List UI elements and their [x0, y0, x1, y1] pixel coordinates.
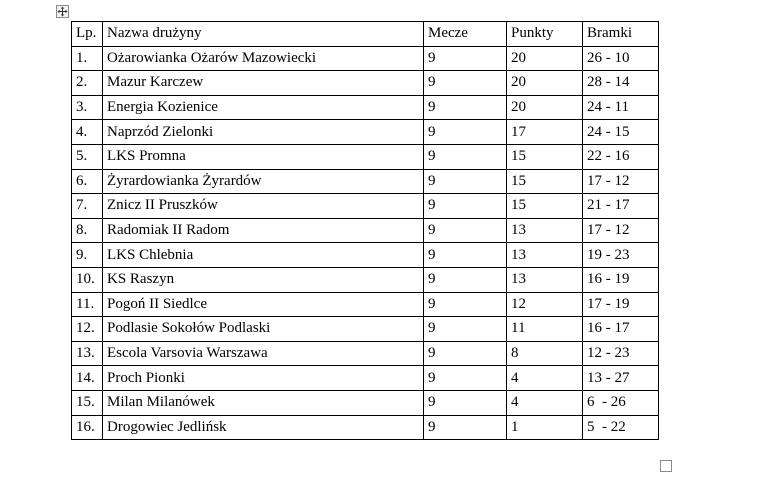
cell-goals[interactable]: 17 - 19 — [583, 292, 659, 317]
cell-team[interactable]: Ożarowianka Ożarów Mazowiecki — [103, 46, 424, 71]
cell-lp[interactable]: 7. — [72, 194, 103, 219]
cell-points[interactable]: 4 — [507, 390, 583, 415]
cell-goals[interactable]: 13 - 27 — [583, 366, 659, 391]
cell-team[interactable]: Podlasie Sokołów Podlaski — [103, 317, 424, 342]
header-goals[interactable]: Bramki — [583, 22, 659, 47]
cell-lp[interactable]: 5. — [72, 144, 103, 169]
cell-goals[interactable]: 28 - 14 — [583, 71, 659, 96]
cell-goals[interactable]: 19 - 23 — [583, 243, 659, 268]
table-row — [72, 292, 659, 317]
cell-team[interactable]: LKS Chlebnia — [103, 243, 424, 268]
cell-points[interactable]: 20 — [507, 46, 583, 71]
cell-games[interactable]: 9 — [424, 292, 507, 317]
cell-team[interactable]: KS Raszyn — [103, 267, 424, 292]
table-body — [72, 46, 659, 440]
cell-lp[interactable]: 14. — [72, 366, 103, 391]
cell-games[interactable]: 9 — [424, 120, 507, 145]
cell-goals[interactable]: 6 - 26 — [583, 390, 659, 415]
table-row — [72, 71, 659, 96]
table-row — [72, 341, 659, 366]
cell-lp[interactable]: 1. — [72, 46, 103, 71]
cell-points[interactable]: 17 — [507, 120, 583, 145]
cell-lp[interactable]: 2. — [72, 71, 103, 96]
cell-goals[interactable]: 17 - 12 — [583, 218, 659, 243]
cell-team[interactable]: Milan Milanówek — [103, 390, 424, 415]
cell-lp[interactable]: 15. — [72, 390, 103, 415]
cell-goals[interactable]: 12 - 23 — [583, 341, 659, 366]
cell-goals[interactable]: 26 - 10 — [583, 46, 659, 71]
cell-team[interactable]: Żyrardowianka Żyrardów — [103, 169, 424, 194]
cell-lp[interactable]: 9. — [72, 243, 103, 268]
cell-points[interactable]: 20 — [507, 95, 583, 120]
table-row — [72, 415, 659, 440]
move-arrows-icon — [57, 6, 68, 17]
table-row — [72, 95, 659, 120]
cell-lp[interactable]: 3. — [72, 95, 103, 120]
cell-team[interactable]: LKS Promna — [103, 144, 424, 169]
cell-goals[interactable]: 16 - 19 — [583, 267, 659, 292]
cell-points[interactable]: 11 — [507, 317, 583, 342]
cell-team[interactable]: Radomiak II Radom — [103, 218, 424, 243]
cell-games[interactable]: 9 — [424, 317, 507, 342]
cell-games[interactable]: 9 — [424, 366, 507, 391]
cell-points[interactable]: 15 — [507, 169, 583, 194]
cell-goals[interactable]: 22 - 16 — [583, 144, 659, 169]
cell-lp[interactable]: 11. — [72, 292, 103, 317]
cell-games[interactable]: 9 — [424, 390, 507, 415]
cell-points[interactable]: 4 — [507, 366, 583, 391]
table-row — [72, 267, 659, 292]
cell-points[interactable]: 13 — [507, 218, 583, 243]
cell-lp[interactable]: 8. — [72, 218, 103, 243]
cell-games[interactable]: 9 — [424, 415, 507, 440]
table-row — [72, 144, 659, 169]
cell-lp[interactable]: 16. — [72, 415, 103, 440]
cell-games[interactable]: 9 — [424, 46, 507, 71]
cell-games[interactable]: 9 — [424, 95, 507, 120]
table-row — [72, 194, 659, 219]
cell-lp[interactable]: 4. — [72, 120, 103, 145]
cell-team[interactable]: Znicz II Pruszków — [103, 194, 424, 219]
standings-table — [71, 21, 659, 440]
cell-games[interactable]: 9 — [424, 144, 507, 169]
cell-team[interactable]: Pogoń II Siedlce — [103, 292, 424, 317]
cell-lp[interactable]: 10. — [72, 267, 103, 292]
header-team[interactable]: Nazwa drużyny — [103, 22, 424, 47]
cell-games[interactable]: 9 — [424, 243, 507, 268]
cell-games[interactable]: 9 — [424, 194, 507, 219]
table-move-handle-icon[interactable] — [56, 5, 69, 18]
table-row — [72, 46, 659, 71]
cell-points[interactable]: 12 — [507, 292, 583, 317]
cell-points[interactable]: 1 — [507, 415, 583, 440]
table-row — [72, 366, 659, 391]
header-points[interactable]: Punkty — [507, 22, 583, 47]
header-lp[interactable]: Lp. — [72, 22, 103, 47]
cell-games[interactable]: 9 — [424, 218, 507, 243]
cell-team[interactable]: Naprzód Zielonki — [103, 120, 424, 145]
cell-lp[interactable]: 13. — [72, 341, 103, 366]
cell-points[interactable]: 15 — [507, 144, 583, 169]
cell-goals[interactable]: 17 - 12 — [583, 169, 659, 194]
table-row — [72, 169, 659, 194]
cell-lp[interactable]: 6. — [72, 169, 103, 194]
cell-lp[interactable]: 12. — [72, 317, 103, 342]
cell-points[interactable]: 20 — [507, 71, 583, 96]
cell-games[interactable]: 9 — [424, 71, 507, 96]
cell-games[interactable]: 9 — [424, 341, 507, 366]
table-row — [72, 120, 659, 145]
cell-games[interactable]: 9 — [424, 169, 507, 194]
cell-team[interactable]: Energia Kozienice — [103, 95, 424, 120]
cell-games[interactable]: 9 — [424, 267, 507, 292]
cell-team[interactable]: Drogowiec Jedlińsk — [103, 415, 424, 440]
table-row — [72, 218, 659, 243]
table-row — [72, 390, 659, 415]
cell-goals[interactable]: 16 - 17 — [583, 317, 659, 342]
cell-goals[interactable]: 5 - 22 — [583, 415, 659, 440]
table-row — [72, 317, 659, 342]
table-header-row — [72, 22, 659, 47]
cell-goals[interactable]: 24 - 11 — [583, 95, 659, 120]
cell-goals[interactable]: 21 - 17 — [583, 194, 659, 219]
cell-team[interactable]: Proch Pionki — [103, 366, 424, 391]
cell-team[interactable]: Mazur Karczew — [103, 71, 424, 96]
cell-points[interactable]: 13 — [507, 243, 583, 268]
cell-points[interactable]: 8 — [507, 341, 583, 366]
cell-points[interactable]: 13 — [507, 267, 583, 292]
header-games[interactable]: Mecze — [424, 22, 507, 47]
cell-team[interactable]: Escola Varsovia Warszawa — [103, 341, 424, 366]
cell-goals[interactable]: 24 - 15 — [583, 120, 659, 145]
table-resize-handle-icon[interactable] — [660, 460, 672, 472]
table-row — [72, 243, 659, 268]
cell-points[interactable]: 15 — [507, 194, 583, 219]
